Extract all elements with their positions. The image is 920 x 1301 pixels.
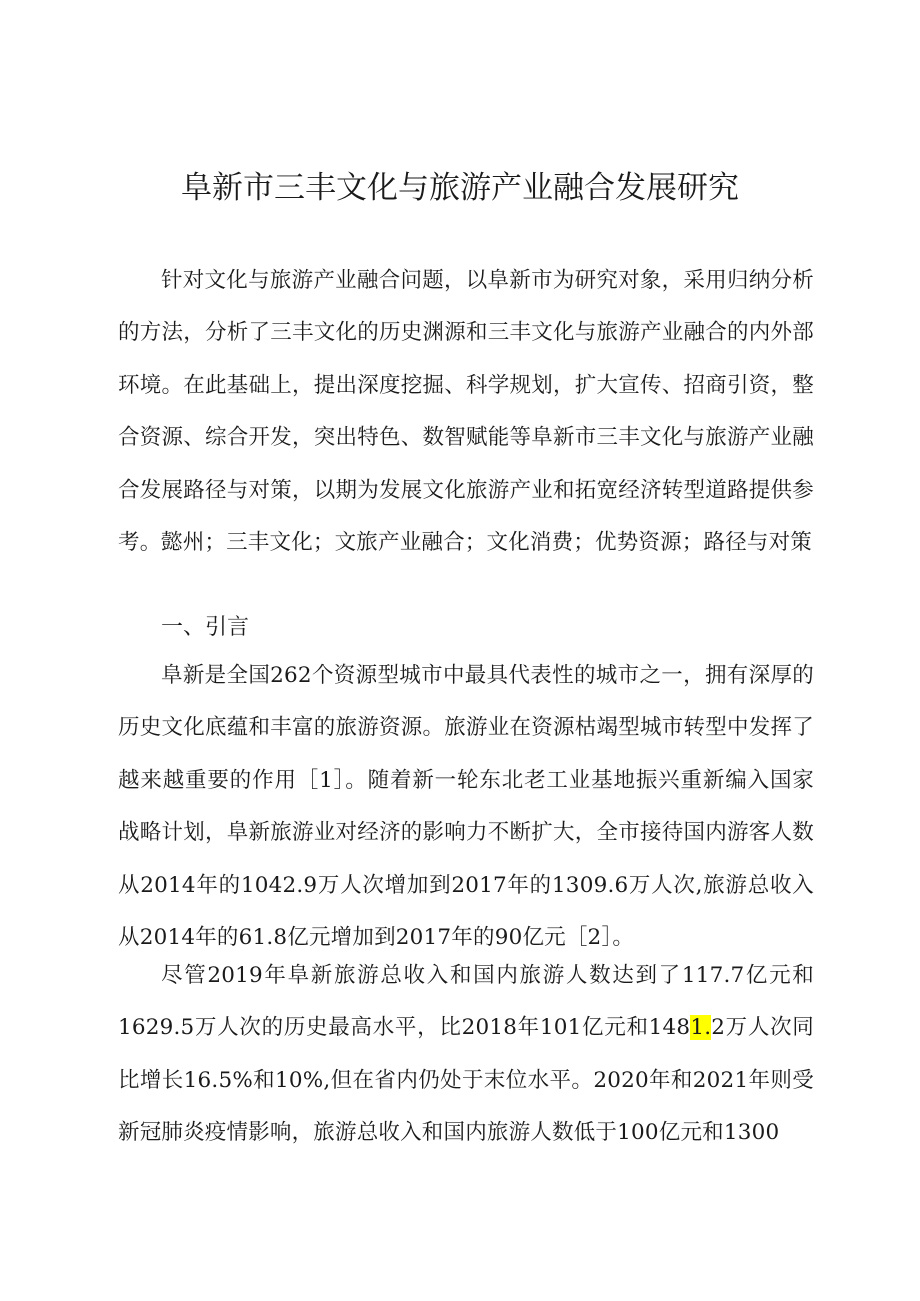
keywords-paragraph: 懿州；三丰文化；文旅产业融合；文化消费；优势资源；路径与对策 xyxy=(161,530,813,555)
intro-paragraph-2 xyxy=(118,950,814,1160)
paragraph2-text-after: 2万人次同比增长16.5%和10%,但在省内仍处于末位水平。2020年和2021年则受新冠肺炎疫情影响，旅游总收入和国内旅游人数低于100亿元和1300 xyxy=(118,1015,814,1146)
abstract-paragraph: 针对文化与旅游产业融合问题，以阜新市为研究对象，采用归纳分析的方法，分析了三丰文化的历史渊源和三丰文化与旅游产业融合的内外部环境。在此基础上，提出深度挖掘、科学规划，扩大宣传、招商引资，整合资源、综合开发，突出特色、数智赋能等阜新市三丰文化与旅游产业融合发展路径与对策，以期为发展文化旅游产业和拓宽经济转型道路提供参考。 xyxy=(118,268,814,556)
intro-paragraph-1: 阜新是全国262个资源型城市中最具代表性的城市之一，拥有深厚的历史文化底蕴和丰富的旅游资源。旅游业在资源枯竭型城市转型中发挥了越来越重要的作用［1］。随着新一轮东北老工业基地振兴重新编入国家战略计划，阜新旅游业对经济的影响力不断扩大，全市接待国内游客人数从2014年的1042.9万人次增加到2017年的1309.6万人次,旅游总收入从2014年的61.8亿元增加到2017年的90亿元［2］。 xyxy=(118,663,814,951)
paragraph2-text-before: 尽管2019年阜新旅游总收入和国内旅游人数达到了117.7亿元和1629.5万人次的历史最高水平，比2018年101亿元和148 xyxy=(118,963,814,1041)
highlighted-text: 1. xyxy=(690,1015,712,1041)
section-heading: 一、引言 xyxy=(161,615,250,640)
document-title: 阜新市三丰文化与旅游产业融合发展研究 xyxy=(181,170,739,206)
